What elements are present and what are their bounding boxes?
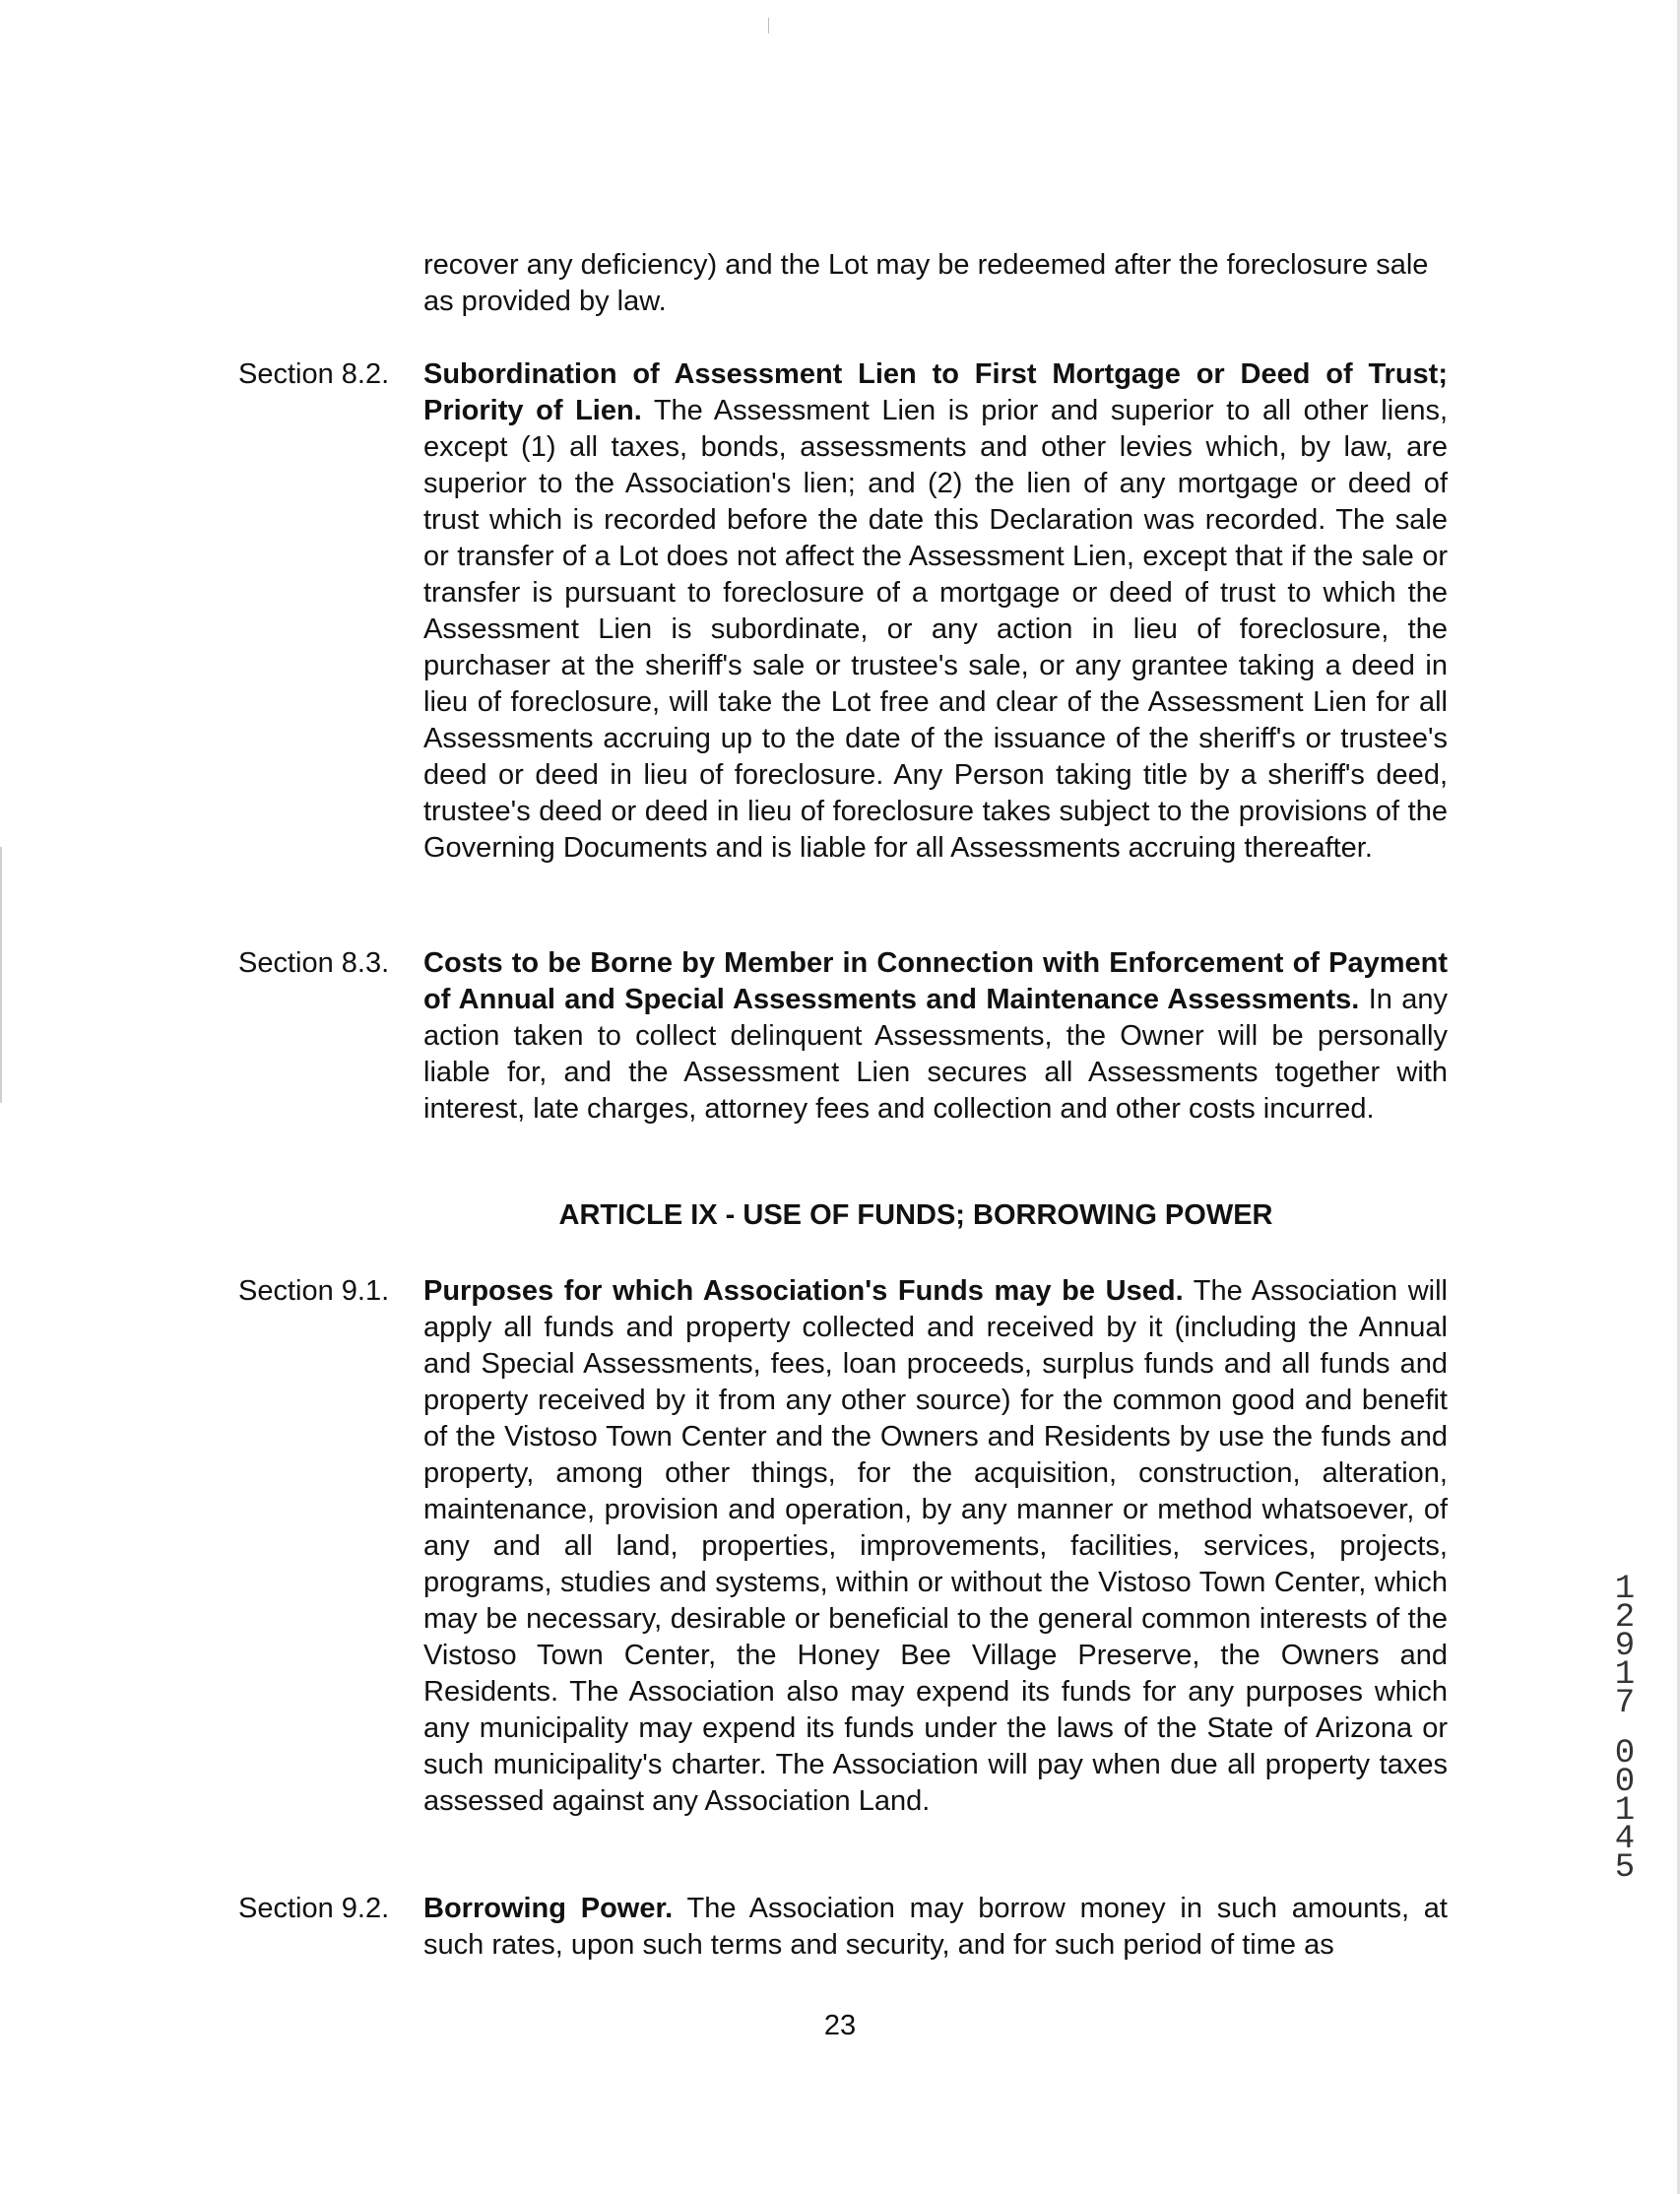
stamp-digit: 4 bbox=[1614, 1821, 1636, 1858]
section-text-8-3: In any action taken to collect delinquent Assessments, the Owner will be personally liable for, and the Assessment Lien secures all Assessments together with interest, late charges, attorney fees and collection and other costs incurred. bbox=[423, 984, 1449, 1125]
stamp-digit: 1 bbox=[1614, 1656, 1636, 1694]
page-number: 23 bbox=[823, 2010, 857, 2041]
stamp-digit: 5 bbox=[1614, 1849, 1636, 1887]
section-title-9-1: Purposes for which Association's Funds may be Used. bbox=[423, 1275, 1184, 1307]
section-text-8-2: The Assessment Lien is prior and superior to all other liens, except (1) all taxes, bonds, assessments and other levies which, by law, are superior to the Association's lien; and (2) the lien of any mortgage or deed of trust which is recorded before the date this Declaration was recorded. The sale or transfer of a Lot does not affect the Assessment Lien, except that if the sale or transfer is pursuant to foreclosure of a mortgage or deed of trust to which the Assessment Lien is subordinate, or any action in lieu of foreclosure, the purchaser at the sheriff's sale or trustee's sale, or any grantee taking a deed in lieu of foreclosure, will take the Lot free and clear of the Assessment Lien for all Assessments accruing up to the date of the issuance of the sheriff's or trustee's deed or deed in lieu of foreclosure. Any Person taking title by a sheriff's deed, trustee's deed or deed in lieu of foreclosure takes subject to the provisions of the Governing Documents and is liable for all Assessments accruing thereafter. bbox=[423, 395, 1449, 864]
section-title-8-3: Costs to be Borne by Member in Connection with Enforcement of Payment of Annual and Special Assessments and Maintenance Assessments. bbox=[423, 947, 1448, 1015]
stamp-digit: 2 bbox=[1614, 1599, 1636, 1637]
stamp-digit: 7 bbox=[1614, 1685, 1636, 1722]
continued-paragraph: recover any deficiency) and the Lot may be redeemed after the foreclosure sale as provided by law. bbox=[423, 249, 1429, 317]
section-text-9-1: The Association will apply all funds and property collected and received by it (including the Annual and Special Assessments, fees, loan proceeds, surplus funds and all funds and property received by it from any other source) for the common good and benefit of the Vistoso Town Center and the Owners and Residents by use the funds and property, among other things, for the acquisition, construction, alteration, maintenance, provision and operation, by any manner or method whatsoever, of any and all land, properties, improvements, facilities, services, projects, programs, studies and systems, within or without the Vistoso Town Center, which may be necessary, desirable or beneficial to the general common interests of the Vistoso Town Center, the Honey Bee Village Preserve, the Owners and Residents. The Association also may expend its funds for any purposes which any municipality may expend its funds under the laws of the State of Arizona or such municipality's charter. The Association will pay when due all property taxes assessed against any Association Land. bbox=[423, 1275, 1448, 1817]
section-title-8-2: Subordination of Assessment Lien to First Mortgage or Deed of Trust; Priority of Lien. bbox=[423, 358, 1448, 426]
recording-stamp bbox=[1605, 1571, 1645, 1887]
stamp-digit: 1 bbox=[1614, 1571, 1636, 1608]
section-body-8-3 bbox=[423, 945, 1448, 1128]
stamp-digit: 1 bbox=[1614, 1792, 1636, 1830]
stamp-digit: 0 bbox=[1614, 1735, 1636, 1773]
scan-artifact-top bbox=[768, 18, 769, 33]
stamp-digit: 9 bbox=[1614, 1628, 1636, 1665]
section-title-9-2: Borrowing Power. bbox=[423, 1893, 674, 1924]
section-body-9-1 bbox=[423, 1273, 1448, 1820]
section-label-8-3: Section 8.3. bbox=[238, 947, 390, 979]
stamp-digit: 0 bbox=[1614, 1764, 1636, 1801]
article-heading: ARTICLE IX - USE OF FUNDS; BORROWING POWER bbox=[558, 1199, 1273, 1231]
section-text-9-2: The Association may borrow money in such amounts, at such rates, upon such terms and security, and for such period of time as bbox=[423, 1893, 1448, 1961]
section-body-9-2 bbox=[423, 1891, 1448, 1964]
section-body-8-2 bbox=[423, 356, 1448, 867]
section-label-9-1: Section 9.1. bbox=[238, 1275, 390, 1307]
section-label-9-2: Section 9.2. bbox=[238, 1893, 390, 1924]
section-label-8-2: Section 8.2. bbox=[238, 358, 390, 390]
scan-artifact-left bbox=[0, 847, 2, 1103]
